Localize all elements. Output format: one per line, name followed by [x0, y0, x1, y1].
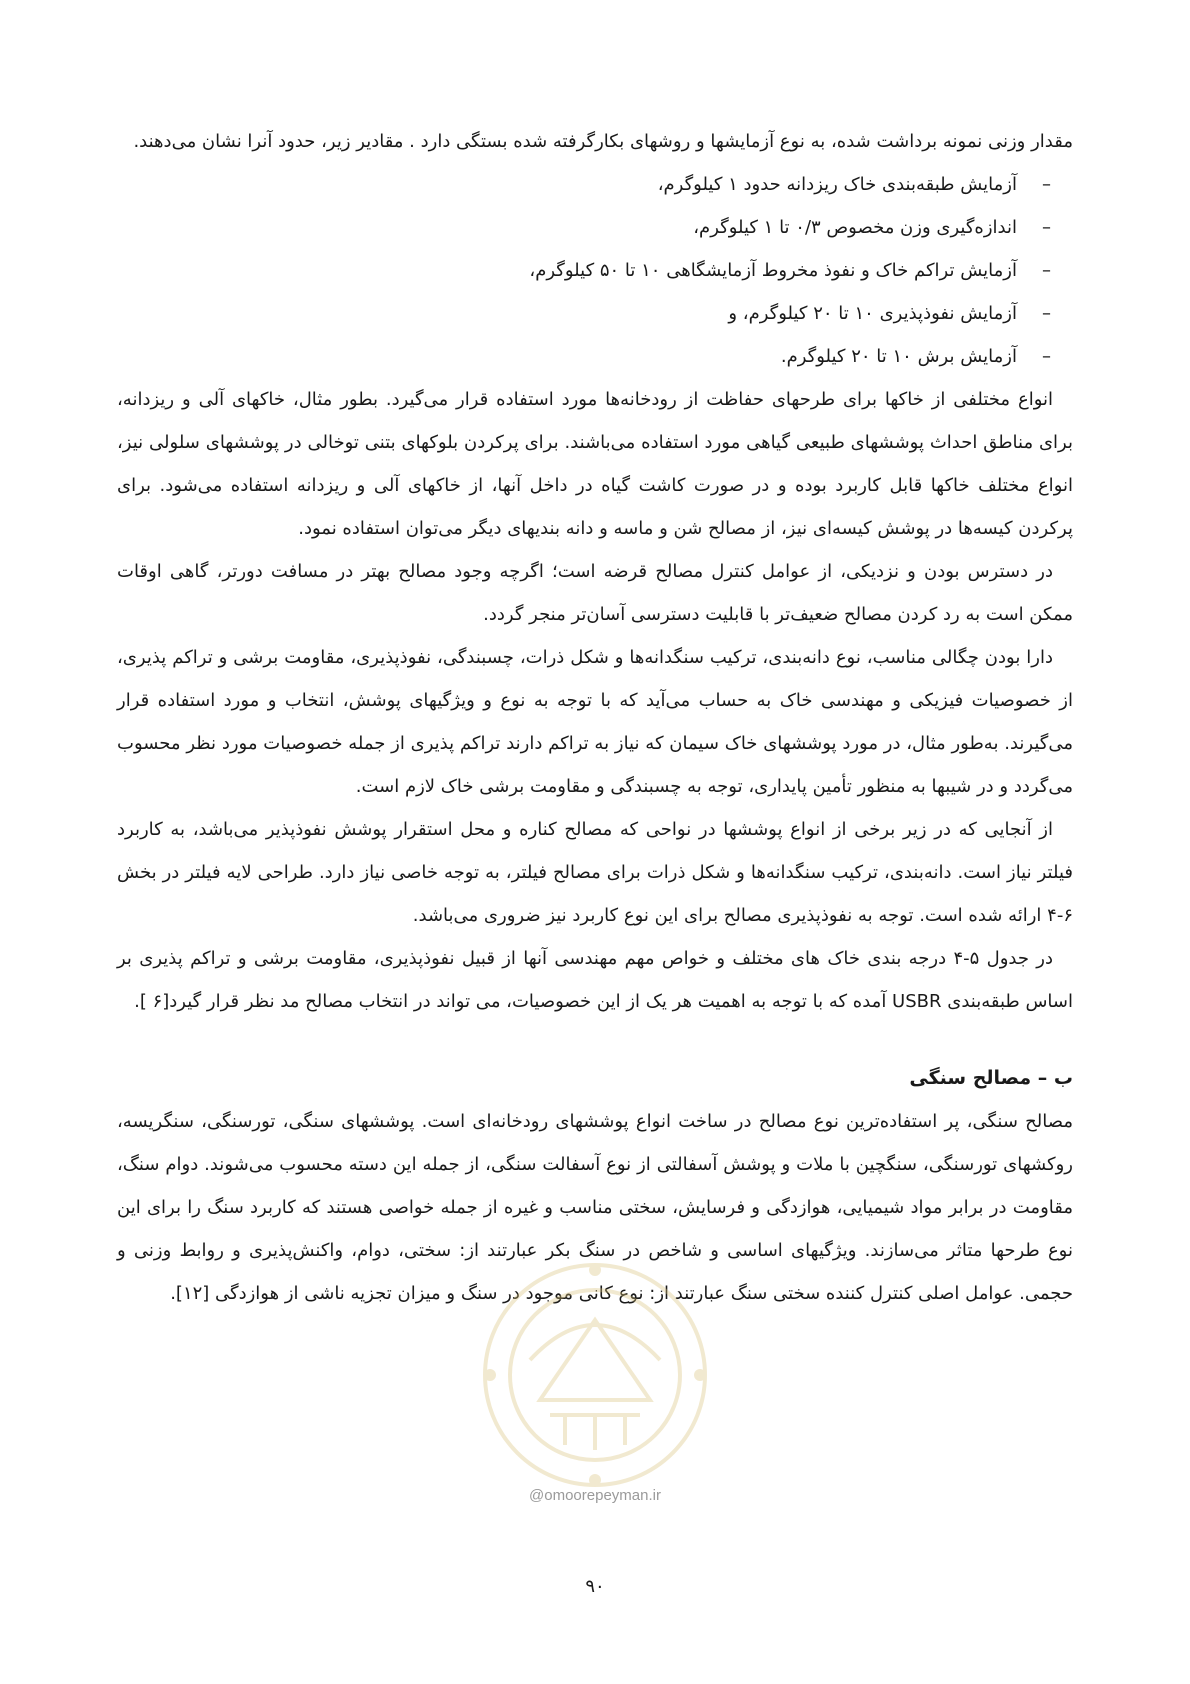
bullet-dash: – [1042, 217, 1051, 238]
list-item-text: آزمایش برش ۱۰ تا ۲۰ کیلوگرم. [780, 346, 1017, 367]
page-number: ۹۰ [585, 1576, 605, 1597]
list-item-text: اندازه‌گیری وزن مخصوص ۰/۳ تا ۱ کیلوگرم، [693, 217, 1017, 238]
paragraph-borrow-materials: در دسترس بودن و نزدیکی، از عوامل کنترل مصالح قرضه است؛ اگرچه وجود مصالح بهتر در مسافت دورتر، گاهی اوقات ممکن است به رد کردن مصالح ضعیف‌تر با قابلیت دسترسی آسان‌تر منجر گردد. [117, 561, 1073, 625]
list-item-text: آزمایش نفوذپذیری ۱۰ تا ۲۰ کیلوگرم، و [728, 303, 1017, 324]
list-item [117, 249, 1051, 292]
list-item [117, 335, 1051, 378]
bullet-dash: – [1042, 346, 1051, 367]
list-item [117, 206, 1051, 249]
list-item-text: آزمایش تراکم خاک و نفوذ مخروط آزمایشگاهی ۱۰ تا ۵۰ کیلوگرم، [529, 260, 1017, 281]
bullet-dash: – [1042, 303, 1051, 324]
list-item [117, 292, 1051, 335]
paragraph-table-reference: در جدول ۵-۴ درجه بندی خاک های مختلف و خواص مهم مهندسی آنها از قبیل نفوذپذیری، مقاومت برشی و تراکم پذیری بر اساس طبقه‌بندی USBR آمده که با توجه به اهمیت هر یک از این خصوصیات، می تواند در انتخاب مصالح مد نظر قرار گیرد[۶ ]. [117, 948, 1073, 1012]
bullet-dash: – [1042, 174, 1051, 195]
paragraph-rock-materials: مصالح سنگی، پر استفاده‌ترین نوع مصالح در ساخت انواع پوششهای رودخانه‌ای است. پوششهای سنگی، تورسنگی، سنگریسه، روکشهای تورسنگی، سنگچین با ملات و پوشش آسفالتی از نوع آسفالت سنگی، از جمله این دسته محسوب می‌شوند. دوام سنگ، مقاومت در برابر مواد شیمیایی، هوازدگی و فرسایش، سختی مناسب و غیره از جمله خواصی هستند که کاربرد سنگ را برای این نوع طرحها متاثر می‌سازند. ویژگیهای اساسی و شاخص در سنگ بکر عبارتند از: سختی، دوام، واکنش‌پذیری و روابط وزنی و حجمی. عوامل اصلی کنترل کننده سختی سنگ عبارتند از: نوع کانی موجود در سنگ و میزان تجزیه ناشی از هوازدگی [۱۲]. [117, 1111, 1073, 1304]
watermark-text: @omoorepeyman.ir [529, 1487, 661, 1504]
paragraph-soil-types: انواع مختلفی از خاکها برای طرحهای حفاظت از رودخانه‌ها مورد استفاده قرار می‌گیرد. بطور مثال، خاکهای آلی و ریزدانه، برای مناطق احداث پوششهای طبیعی گیاهی مورد استفاده می‌باشند. برای پرکردن بلوکهای بتنی توخالی در پوششهای سلولی نیز، انواع مختلف خاکها قابل کاربرد بوده و در صورت کاشت گیاه در داخل آنها، از خاکهای آلی و ریزدانه استفاده می‌شود. برای پرکردن کیسه‌ها در پوشش کیسه‌ای نیز، از مصالح شن و ماسه و دانه بندیهای دیگر می‌توان استفاده نمود. [117, 389, 1073, 539]
sample-weight-list [117, 163, 1073, 378]
intro-paragraph: مقدار وزنی نمونه برداشت شده، به نوع آزمایشها و روشهای بکارگرفته شده بستگی دارد . مقادیر زیر، حدود آنرا نشان می‌دهند. [133, 131, 1073, 152]
document-page [117, 120, 1073, 1315]
bullet-dash: – [1042, 260, 1051, 281]
list-item [117, 163, 1051, 206]
list-item-text: آزمایش طبقه‌بندی خاک ریزدانه حدود ۱ کیلوگرم، [657, 174, 1017, 195]
paragraph-physical-properties: دارا بودن چگالی مناسب، نوع دانه‌بندی، ترکیب سنگدانه‌ها و شکل ذرات، چسبندگی، نفوذپذیری، مقاومت برشی و تراکم پذیری، از خصوصیات فیزیکی و مهندسی خاک به حساب می‌آید که با توجه به نوع و ویژگیهای پوشش، انتخاب و مورد استفاده قرار می‌گیرند. به‌طور مثال، در مورد پوششهای خاک سیمان که نیاز به تراکم دارند تراکم پذیری از جمله خصوصیات مورد نظر محسوب می‌گردد و در شیبها به منظور تأمین پایداری، توجه به چسبندگی و مقاومت برشی خاک لازم است. [117, 647, 1073, 797]
paragraph-filter: از آنجایی که در زیر برخی از انواع پوششها در نواحی که مصالح کناره و محل استقرار پوشش نفوذپذیر می‌باشد، به کاربرد فیلتر نیاز است. دانه‌بندی، ترکیب سنگدانه‌ها و شکل ذرات برای مصالح فیلتر، به توجه خاصی نیاز دارد. طراحی لایه فیلتر در بخش ۶-۴ ارائه شده است. توجه به نفوذپذیری مصالح برای این نوع کاربرد نیز ضروری می‌باشد. [117, 819, 1073, 926]
section-heading: ب – مصالح سنگی [909, 1067, 1073, 1089]
